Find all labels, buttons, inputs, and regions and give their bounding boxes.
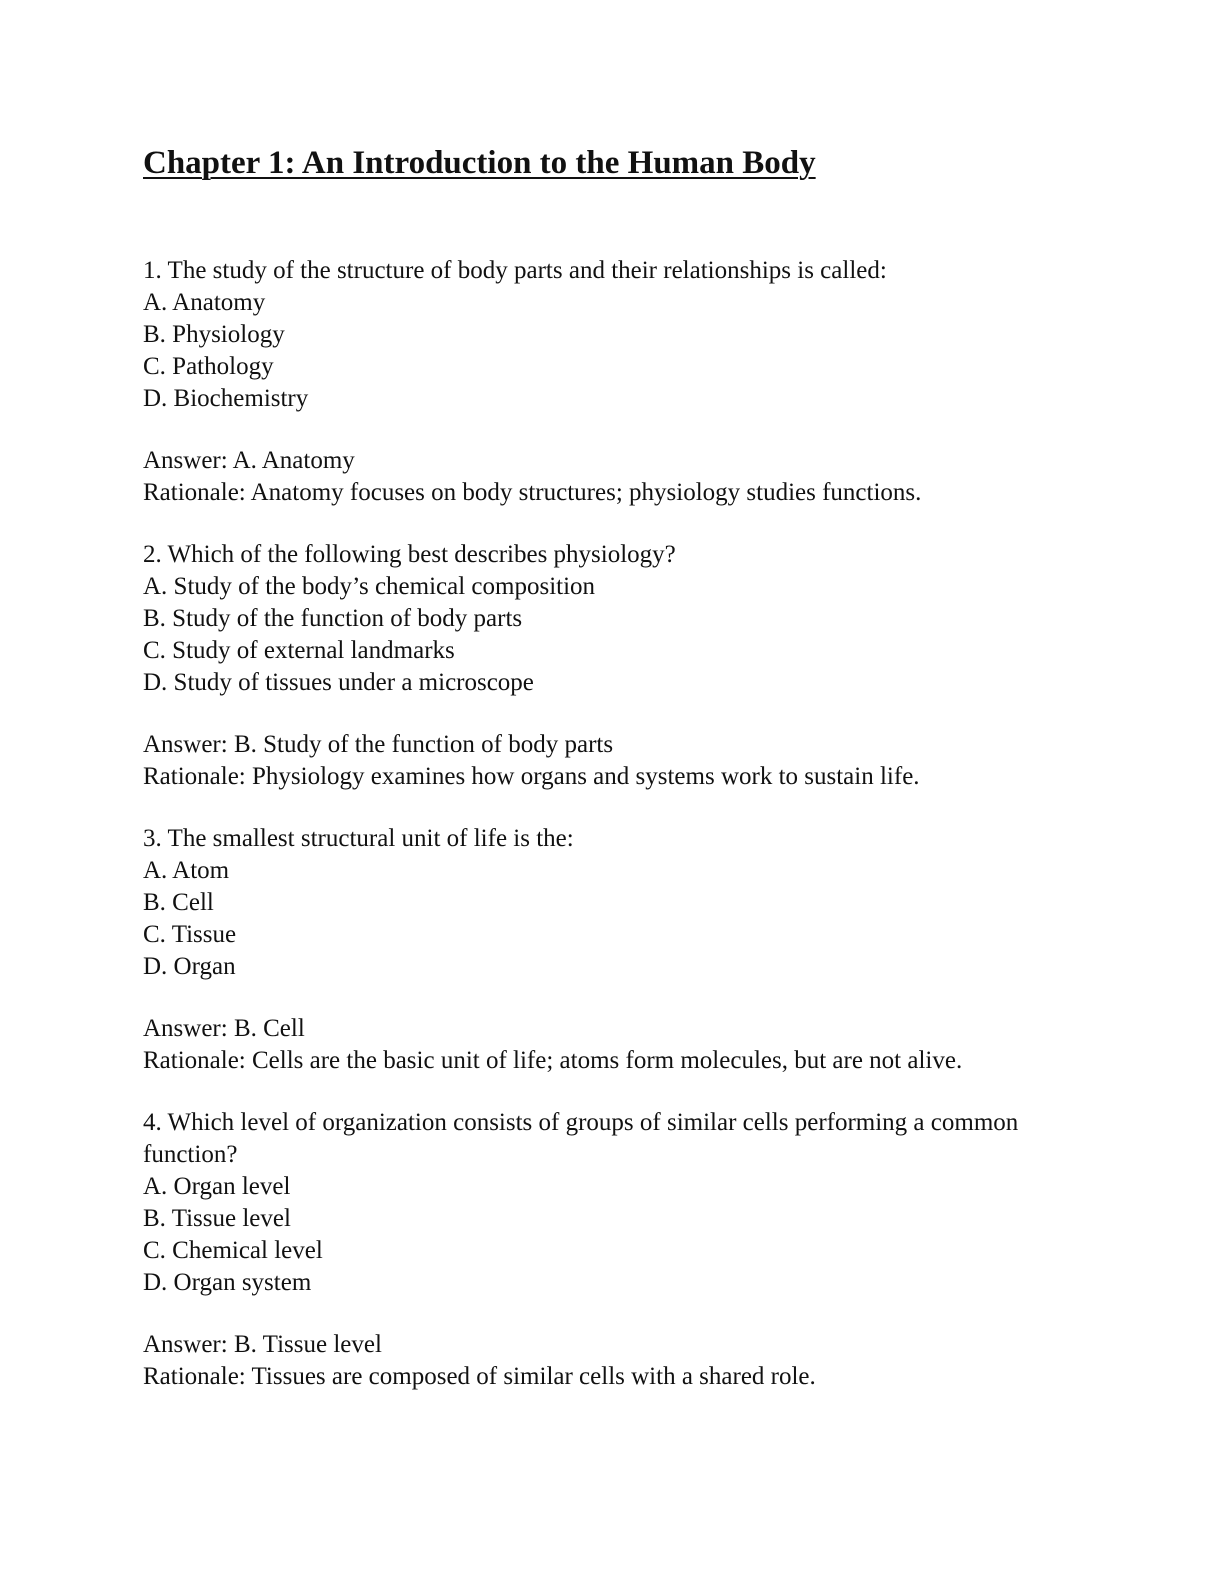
- question-block: [143, 539, 1083, 793]
- answer-option: D. Study of tissues under a microscope: [143, 669, 534, 696]
- answer-line: Answer: B. Study of the function of body parts: [143, 731, 614, 758]
- rationale-line: Rationale: Cells are the basic unit of life; atoms form molecules, but are not alive.: [143, 1047, 963, 1074]
- answer-option: A. Study of the body’s chemical composition: [143, 573, 596, 600]
- answer-option: A. Atom: [143, 857, 230, 884]
- question-list: [143, 255, 1083, 1423]
- answer-option: D. Biochemistry: [143, 385, 309, 412]
- answer-option: C. Study of external landmarks: [143, 637, 455, 664]
- question-block: [143, 823, 1083, 1077]
- question-text: 2. Which of the following best describes physiology?: [143, 541, 676, 568]
- rationale-line: Rationale: Anatomy focuses on body structures; physiology studies functions.: [143, 479, 922, 506]
- spacer: [143, 983, 1083, 1013]
- answer-option: B. Study of the function of body parts: [143, 605, 523, 632]
- spacer: [143, 415, 1083, 445]
- answer-option: B. Tissue level: [143, 1205, 291, 1232]
- answer-option: D. Organ system: [143, 1269, 312, 1296]
- answer-option: B. Physiology: [143, 321, 285, 348]
- answer-option: C. Pathology: [143, 353, 274, 380]
- question-block: [143, 255, 1083, 509]
- answer-option: D. Organ: [143, 953, 236, 980]
- answer-option: C. Chemical level: [143, 1237, 323, 1264]
- answer-option: A. Organ level: [143, 1173, 291, 1200]
- spacer: [143, 1299, 1083, 1329]
- rationale-line: Rationale: Physiology examines how organs and systems work to sustain life.: [143, 763, 920, 790]
- answer-line: Answer: A. Anatomy: [143, 447, 355, 474]
- answer-line: Answer: B. Cell: [143, 1015, 305, 1042]
- question-text: 1. The study of the structure of body parts and their relationships is called:: [143, 257, 887, 284]
- answer-line: Answer: B. Tissue level: [143, 1331, 382, 1358]
- rationale-line: Rationale: Tissues are composed of similar cells with a shared role.: [143, 1363, 816, 1390]
- chapter-title: Chapter 1: An Introduction to the Human Body: [143, 145, 816, 181]
- question-block: [143, 1107, 1083, 1393]
- question-text: 4. Which level of organization consists of groups of similar cells performing a common function?: [143, 1109, 1019, 1168]
- question-text: 3. The smallest structural unit of life is the:: [143, 825, 574, 852]
- answer-option: A. Anatomy: [143, 289, 266, 316]
- answer-option: B. Cell: [143, 889, 214, 916]
- answer-option: C. Tissue: [143, 921, 237, 948]
- spacer: [143, 699, 1083, 729]
